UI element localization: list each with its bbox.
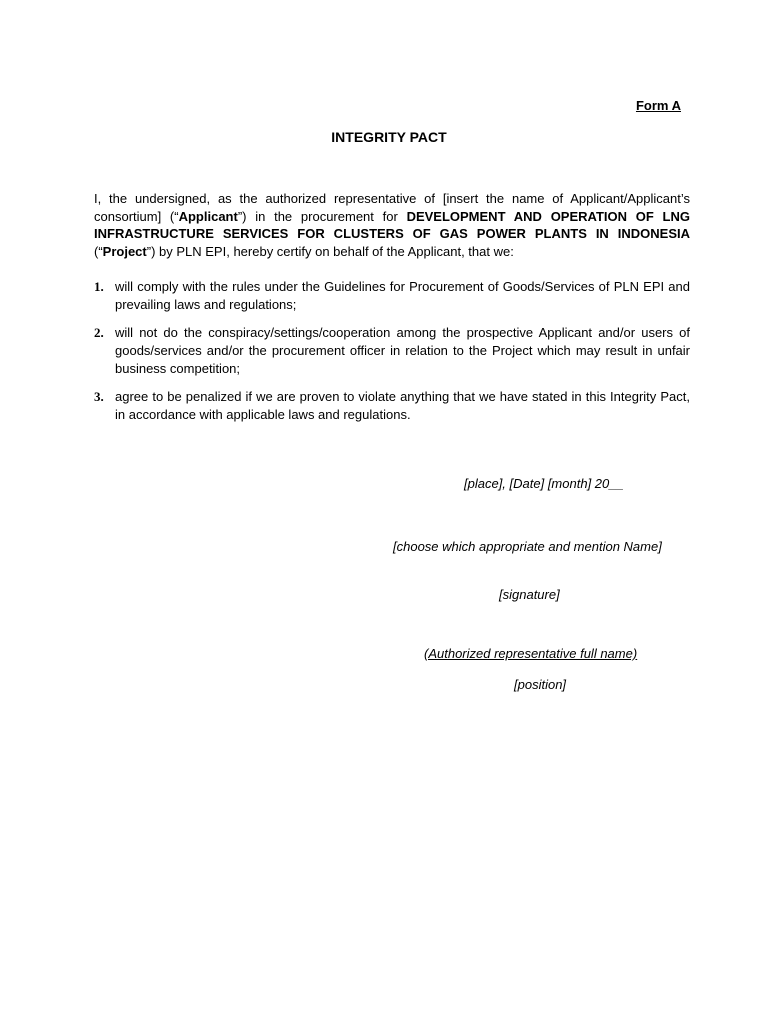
document-title: INTEGRITY PACT [331,129,447,145]
intro-text-part4: ”) by PLN EPI, hereby certify on behalf of the Applicant, that we: [146,243,514,259]
intro-text-part2: ”) in the procurement for [237,208,407,224]
form-label: Form A [635,98,681,113]
applicant-term: Applicant [178,208,238,224]
list-item [94,388,690,424]
signature-line: [signature] [499,587,560,602]
position-line: [position] [514,677,567,692]
intro-text-part3: (“ [94,243,103,259]
list-item-text: will comply with the rules under the Guidelines for Procurement of Goods/Services of PLN EPI and prevailing laws and regulations; [115,279,690,312]
intro-paragraph [94,190,690,260]
list-item-number: 2. [94,325,104,340]
choose-name-line: [choose which appropriate and mention Name] [393,539,662,554]
list-item-text: agree to be penalized if we are proven to violate anything that we have stated in this Integrity Pact, in accordance with applicable laws and regulations. [115,389,690,422]
list-item-number: 1. [94,279,104,294]
place-date-line: [place], [Date] [month] 20__ [464,476,624,491]
commitment-list [94,278,690,434]
intro-text-part1: I, the undersigned, as the authorized representative of [insert the name of Applicant/Applicant’s consortium] (“ [94,191,690,224]
list-item-number: 3. [94,389,104,404]
list-item [94,278,690,314]
project-term: Project [102,243,147,259]
list-item-text: will not do the conspiracy/settings/cooperation among the prospective Applicant and/or users of goods/services and/or the procurement officer in relation to the Project which may result in unfair business competition; [115,325,690,376]
project-name: DEVELOPMENT AND OPERATION OF LNG INFRASTRUCTURE SERVICES FOR CLUSTERS OF GAS POWER PLANTS IN INDONESIA [94,208,690,241]
list-item [94,324,690,378]
representative-name-line: (Authorized representative full name) [424,646,638,661]
